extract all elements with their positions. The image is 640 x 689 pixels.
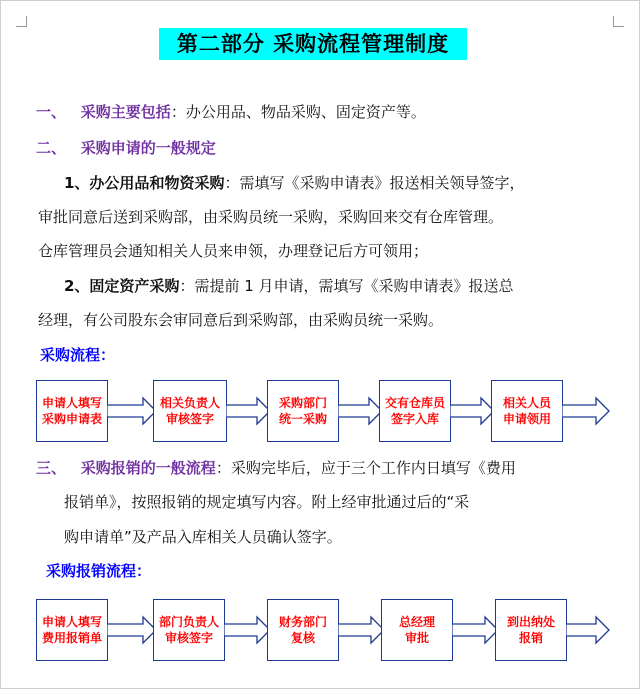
flow-1-step-2-text-1: 相关负责人 (159, 396, 220, 410)
item-2-line-2: 经理，有公司股东会审同意后到采购部，由采购员统一采购。 (38, 311, 444, 329)
flow-2-diagram (0, 597, 640, 663)
item-2-label: 2、固定资产采购 (64, 277, 180, 295)
flow-1-step-1-text-1: 申请人填写 (41, 396, 102, 410)
flow-2-step-1-text-1: 申请人填写 (41, 615, 102, 629)
flow-2-step-5-text-2: 报销 (518, 631, 543, 645)
flow-2-step-4-text-1: 总经理 (398, 615, 435, 629)
flow-2-step-5 (495, 599, 567, 661)
flow-1-step-2 (153, 380, 227, 442)
flow-2-arrow-1 (107, 615, 157, 645)
flow-2-step-3 (267, 599, 339, 661)
flow-1-step-5-text-2: 申请领用 (502, 412, 551, 426)
crop-mark-top-left (16, 16, 27, 27)
flow-2-step-4 (381, 599, 453, 661)
flow-1-arrow-1 (107, 396, 157, 426)
section-1-heading: 采购主要包括 (80, 103, 171, 121)
flow-1-step-4-text-1: 交有仓库员 (384, 396, 445, 410)
item-2-line-1: 2、固定资产采购：需提前 1 月申请，需填写《采购申请表》报送总 (64, 277, 514, 295)
flow-1-step-2-text-2: 审核签字 (165, 412, 214, 426)
item-1-line-1: 1、办公用品和物资采购：需填写《采购申请表》报送相关领导签字， (64, 174, 525, 192)
section-1-number: 一、 (36, 103, 67, 121)
flow-1-step-5-text-1: 相关人员 (502, 396, 551, 410)
flow-1-step-4-text-2: 签字入库 (390, 412, 439, 426)
flow-2-step-3-text-1: 财务部门 (278, 615, 327, 629)
flow-2-step-1-text-2: 费用报销单 (41, 631, 102, 645)
flow-1-arrow-4 (450, 396, 495, 426)
section-3-number: 三、 (36, 459, 67, 477)
flow-2-step-5-text-1: 到出纳处 (506, 615, 555, 629)
section-1-text: ：办公用品、物品采购、固定资产等。 (170, 103, 426, 121)
flow-2-arrow-3 (338, 615, 385, 645)
crop-mark-top-right (613, 16, 624, 27)
flow-1-step-3-text-2: 统一采购 (278, 412, 327, 426)
flow-2-step-2-text-1: 部门负责人 (158, 615, 219, 629)
flow-1-step-1-text-2: 采购申请表 (41, 412, 102, 426)
section-3-line-2: 报销单》，按照报销的规定填写内容。附上经审批通过后的“采 (64, 493, 470, 511)
flow-2-step-2-text-2: 审核签字 (164, 631, 213, 645)
page-title: 第二部分 采购流程管理制度 (159, 28, 467, 60)
item-1-label: 1、办公用品和物资采购 (64, 174, 225, 192)
flow-1-step-1 (36, 380, 108, 442)
flow-1-label: 采购流程： (40, 346, 116, 364)
section-2 (36, 138, 216, 158)
flow-1-step-5 (491, 380, 563, 442)
item-1-line-2: 审批同意后送到采购部，由采购员统一采购，采购回来交有仓库管理。 (38, 208, 504, 226)
flow-1-step-3-text-1: 采购部门 (278, 396, 327, 410)
section-3-line-1: 三、 采购报销的一般流程：采购完毕后，应于三个工作内日填写《费用 (36, 459, 516, 477)
section-1 (36, 102, 426, 122)
flow-1-diagram (0, 378, 640, 444)
flow-2-arrow-5 (566, 615, 610, 645)
flow-1-arrow-3 (338, 396, 383, 426)
flow-1-arrow-2 (226, 396, 271, 426)
flow-2-step-4-text-2: 审批 (404, 631, 429, 645)
flow-2-step-1 (36, 599, 108, 661)
flow-2-step-3-text-2: 复核 (290, 631, 315, 645)
section-2-number: 二、 (36, 139, 67, 157)
flow-2-arrow-4 (452, 615, 499, 645)
section-3-line-3: 购申请单”及产品入库相关人员确认签字。 (64, 528, 342, 546)
flow-1-step-4 (379, 380, 451, 442)
flow-2-arrow-2 (224, 615, 271, 645)
section-3-heading: 采购报销的一般流程 (80, 459, 216, 477)
flow-2-step-2 (153, 599, 225, 661)
flow-2-label: 采购报销流程： (46, 562, 152, 580)
flow-1-arrow-5 (562, 396, 610, 426)
flow-1-step-3 (267, 380, 339, 442)
item-1-line-3: 仓库管理员会通知相关人员来申领，办理登记后方可领用； (38, 242, 429, 260)
section-2-heading: 采购申请的一般规定 (80, 139, 216, 157)
